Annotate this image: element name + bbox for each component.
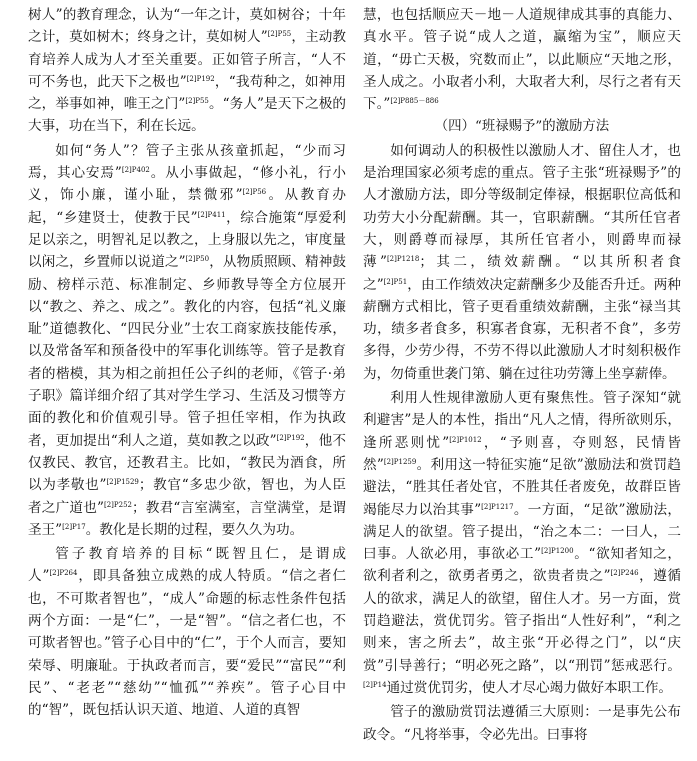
text-run: 如何调动人的积极性以激励人才、留住人才，也是治理国家必须考虑的重点。管子主张“班禄赐予”的人才激励方法，即分等级制定俸禄，根据职位高低和功劳大小分配薪酬。其一，官职薪酬。“其所任官者大，则爵尊而禄厚，其所任官者小，则爵卑而禄薄” <box>363 142 681 271</box>
text-run: ，主动教育培养人成为人才至关重要。正如管子所言，“人不可不务也，此天下之极也” <box>28 29 346 90</box>
citation-ref: [2]P264 <box>49 569 78 578</box>
text-run: 。从小事做起，“修小礼，行小义，饰小廉，谨小耻，禁微邪” <box>28 165 346 204</box>
text-run: 管子教育培养的目标“既智且仁，是谓成人” <box>28 546 346 585</box>
citation-ref: [2]P1012 <box>449 435 482 444</box>
citation-ref: [2]P55 <box>185 97 209 106</box>
text-run: 。“务人”是天下之极的大事，功在当下，利在长远。 <box>28 96 346 135</box>
text-run: ，综合施策“厚爱利足以亲之，明智礼足以教之，上身服以先之，审度量以闲之，乡置师以说道之” <box>28 209 346 271</box>
citation-ref: [2]P1218 <box>386 255 420 264</box>
text-run: 树人”的教育理念，认为“一年之计，莫如树谷；十年之计，莫如树木；终身之计，莫如树人” <box>28 7 346 46</box>
right-paragraph-2 <box>363 140 681 385</box>
text-run: ，他不仅教民、教官，还教君主。比如，“教民为酒食，所以为孝敬也” <box>28 432 346 494</box>
citation-ref: [2]P1259 <box>383 457 417 466</box>
left-paragraph-1 <box>28 4 346 138</box>
left-paragraph-3 <box>28 543 346 721</box>
citation-ref: [2]P56 <box>242 188 267 197</box>
text-run: ，由工作绩效决定薪酬多少及能否升迁。两种薪酬方式相比，管子更看重绩效薪酬，主张“禄当其功，绩多者食多，积寡者食寡，无积者不食”，多劳多得，少劳少得，不劳不得以此激励人才时刻积极作为，勿倚重世袭门第、躺在过往功劳簿上坐享薪俸。 <box>363 276 681 382</box>
citation-ref: [2]P1529 <box>106 478 139 487</box>
text-run: ；教君“言室满室，言堂满堂，是谓圣王” <box>28 499 347 538</box>
text-run: 如何“务人”？管子主张从孩童抓起，“少而习焉，其心安焉” <box>28 142 346 182</box>
citation-ref: [2]P1217 <box>481 502 514 511</box>
right-paragraph-1 <box>363 4 681 115</box>
text-run: 通过赏优罚劣，使人才尽心竭力做好本职工作。 <box>386 679 673 696</box>
citation-ref: [2]P192 <box>276 433 305 442</box>
text-run: 利用人性规律激励人更有聚焦性。管子深知“就利避害”是人的本性，指出“凡人之情，得所欲则乐，逢所恶则忧” <box>363 390 681 451</box>
left-paragraph-2 <box>28 140 346 541</box>
text-run: 。教化是长期的过程，要久久为功。 <box>85 521 304 538</box>
citation-ref: [2]P402 <box>121 166 150 175</box>
text-run: ；其二，绩效薪酬。“以其所积者食之” <box>363 254 682 293</box>
citation-ref: [2]P246 <box>610 569 639 578</box>
citation-ref: [2]P252 <box>103 500 132 509</box>
right-column <box>363 4 681 746</box>
text-run: ；教官“多忠少欲，智也，为人臣者之广道也” <box>28 477 346 516</box>
citation-ref: [2]P17 <box>62 522 86 531</box>
citation-ref: [2]P50 <box>185 255 210 264</box>
left-column <box>28 4 346 722</box>
text-run: 。一方面，“足欲”激励法，满足人的欲望。管子提出，“治之本二：一曰人，二曰事。人欲必用，事欲必工” <box>363 501 681 563</box>
citation-ref: [2]P51 <box>383 277 408 286</box>
citation-ref: [2]P411 <box>197 210 226 219</box>
text-run: 。利用这一特征实施“足欲”激励法和赏罚趋避法，“胜其任者处官，不胜其任者废免，故群臣皆竭能尽力以治其事” <box>363 456 681 518</box>
text-run: ，即具备独立成熟的成人特质。“信之者仁也，不可欺者智也”，“成人”命题的标志性条件包括两个方面：一是“仁”，一是“智”。“信之者仁也，不可欺者智也。”管子心目中的“仁”，于个人而言，要知荣辱、明廉耻。于执政者而言，要“爱民”“富民”“利民”、“老老”“慈幼”“恤孤”“养疾”。管子心目中的“智”，既包括认识天道、地道、人道的真智 <box>28 568 346 719</box>
text-run: 。“欲知者知之，欲利者利之，欲勇者勇之，欲贵者贵之” <box>363 546 681 585</box>
text-run: ，从物质照顾、精神鼓励、榜样示范、标准制定、乡师教导等全方位展开以“教之、养之、成之”。教化的内容，包括“礼义廉耻”道德教化、“四民分业”士农工商家族技能传承，以及常备军和预备役中的军事化训练等。管子是教育者的楷模，其为相之前担任公子纠的老师，《管子·弟子职》篇详细介绍了其对学生学习、生活及习惯等方面的教化和价值观引导。管子担任宰相，作为执政者，更加提出“利人之道，莫如教之以政” <box>28 254 346 449</box>
section-heading: （四）“班禄赐予”的激励方法 <box>434 119 610 135</box>
text-run: 管子的激励赏罚法遵循三大原则：一是事先公布政令。“凡将举事，令必先出。曰事将 <box>363 704 681 743</box>
text-run: 。从教育办起，“乡建贤士，使教于民” <box>28 187 347 226</box>
citation-ref: [2]P55 <box>267 30 292 39</box>
text-run: ，遵循人的欲求，满足人的欲望，留住人才。另一方面，赏罚趋避法，赏优罚劣。管子指出“人性好利”，“利之则来，害之所去”，故主张“开必得之门”，以“庆赏”引导善行；“明必死之路”，以“刑罚”惩戒恶行。 <box>363 568 682 674</box>
citation-ref: [2]P192 <box>186 74 215 83</box>
text-run: ，“我苟种之，如神用之，举事如神，唯王之门” <box>28 73 347 113</box>
right-paragraph-4 <box>363 701 681 746</box>
text-run: 慧，也包括顺应天－地－人道规律成其事的真能力、真水平。管子说“成人之道，赢缩为宝”，顺应天道，“毋亡天极，究数而止”，以此顺应“天地之形，圣人成之。小取者小利，大取者大利，尽行之者有天下。” <box>363 7 681 113</box>
text-run: ，“予则喜，夺则怒，民情皆然” <box>363 434 681 473</box>
right-paragraph-3 <box>363 387 681 699</box>
citation-ref: [2]P885－886 <box>390 97 439 106</box>
citation-ref: [2]P14 <box>363 680 387 689</box>
citation-ref: [2]P1200 <box>541 547 574 556</box>
